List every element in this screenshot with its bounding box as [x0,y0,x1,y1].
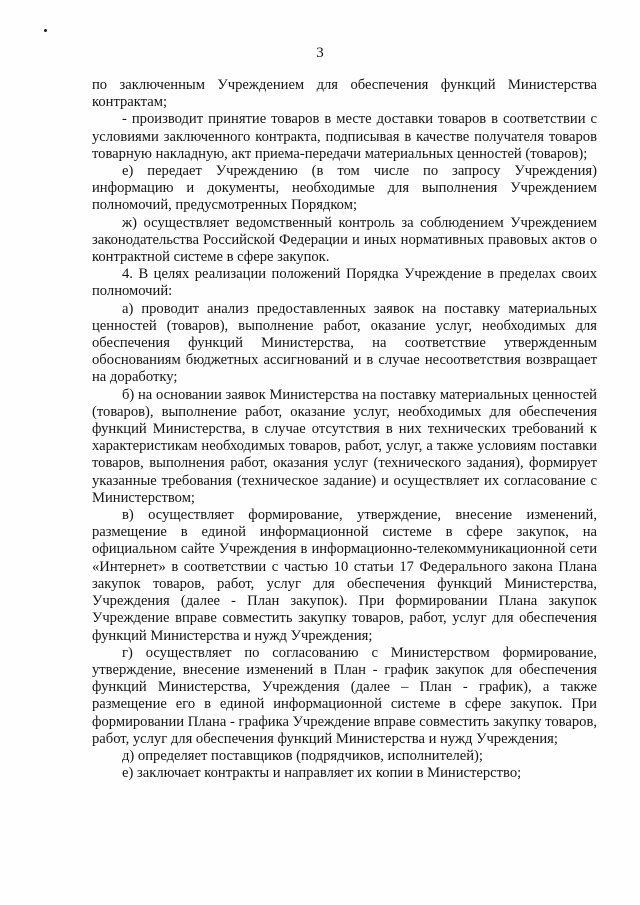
page-number: 3 [316,45,324,61]
paragraph-item-e-contracts: е) заключает контракты и направляет их копии в Министерство; [122,765,522,782]
paragraph-item-v-procurement-plan: в) осуществляет формирование, утверждение, внесение изменений, размещение в единой информационной системе в сфере закупок, на официальном сайте Учреждения в информационно-телекоммуникационной сети «Интернет» в соответствии с частью 10 статьи 17 Федерального закона Плана закупок товаров, работ, услуг для обеспечения функций Министерства, Учреждения (далее - План закупок). При формировании Плана закупок Учреждение вправе совместить закупку товаров, работ, услуг для обеспечения функций Министерства и нужд Учреждения; [92,507,597,644]
document-body [92,77,597,782]
paragraph-continuation: по заключенным Учреждением для обеспечения функций Министерства контрактам; [92,77,597,111]
paragraph-section-4: 4. В целях реализации положений Порядка Учреждение в пределах своих полномочий: [92,266,597,300]
paragraph-item-b-requirements: б) на основании заявок Министерства на поставку материальных ценностей (товаров), выполнение работ, оказание услуг, необходимых для обеспечения функций Министерства, в случае отсутствия в них технических требований к характеристикам необходимых товаров, работ, услуг, а также условиям поставки товаров, выполнения работ, оказания услуг (технического задания), формирует указанные требования (техническое задание) и осуществляет их согласование с Министерством; [92,386,597,506]
paragraph-item-zh-control: ж) осуществляет ведомственный контроль за соблюдением Учреждением законодательства Российской Федерации и иных нормативных правовых актов о контрактной системе в сфере закупок. [92,214,597,266]
paragraph-item-e-transfer: е) передает Учреждению (в том числе по запросу Учреждения) информацию и документы, необходимые для выполнения Учреждением полномочий, предусмотренных Порядком; [92,163,597,214]
paragraph-item-g-schedule: г) осуществляет по согласованию с Министерством формирование, утверждение, внесение изменений в План - график закупок для обеспечения функций Министерства, Учреждения (далее – План - график), а также размещение его в единой информационной системе в сфере закупок. При формировании Плана - графика Учреждение вправе совместить закупку товаров, работ, услуг для обеспечения функций Министерства и нужд Учреждения; [92,644,597,747]
paragraph-goods-acceptance: - производит принятие товаров в месте доставки товаров в соответствии с условиями заключенного контракта, подписывая в качестве получателя товаров товарную накладную, акт приема-передачи материальных ценностей (товаров); [92,111,597,162]
scan-speck [44,29,47,32]
paragraph-item-d-suppliers: д) определяет поставщиков (подрядчиков, исполнителей); [122,747,483,764]
paragraph-item-a-analysis: а) проводит анализ предоставленных заявок на поставку материальных ценностей (товаров), выполнение работ, оказание услуг, необходимых для обеспечения функций Министерства, на соответствие утвержденным обоснованиям бюджетных ассигнований и в случае несоответствия возвращает на доработку; [92,300,597,386]
